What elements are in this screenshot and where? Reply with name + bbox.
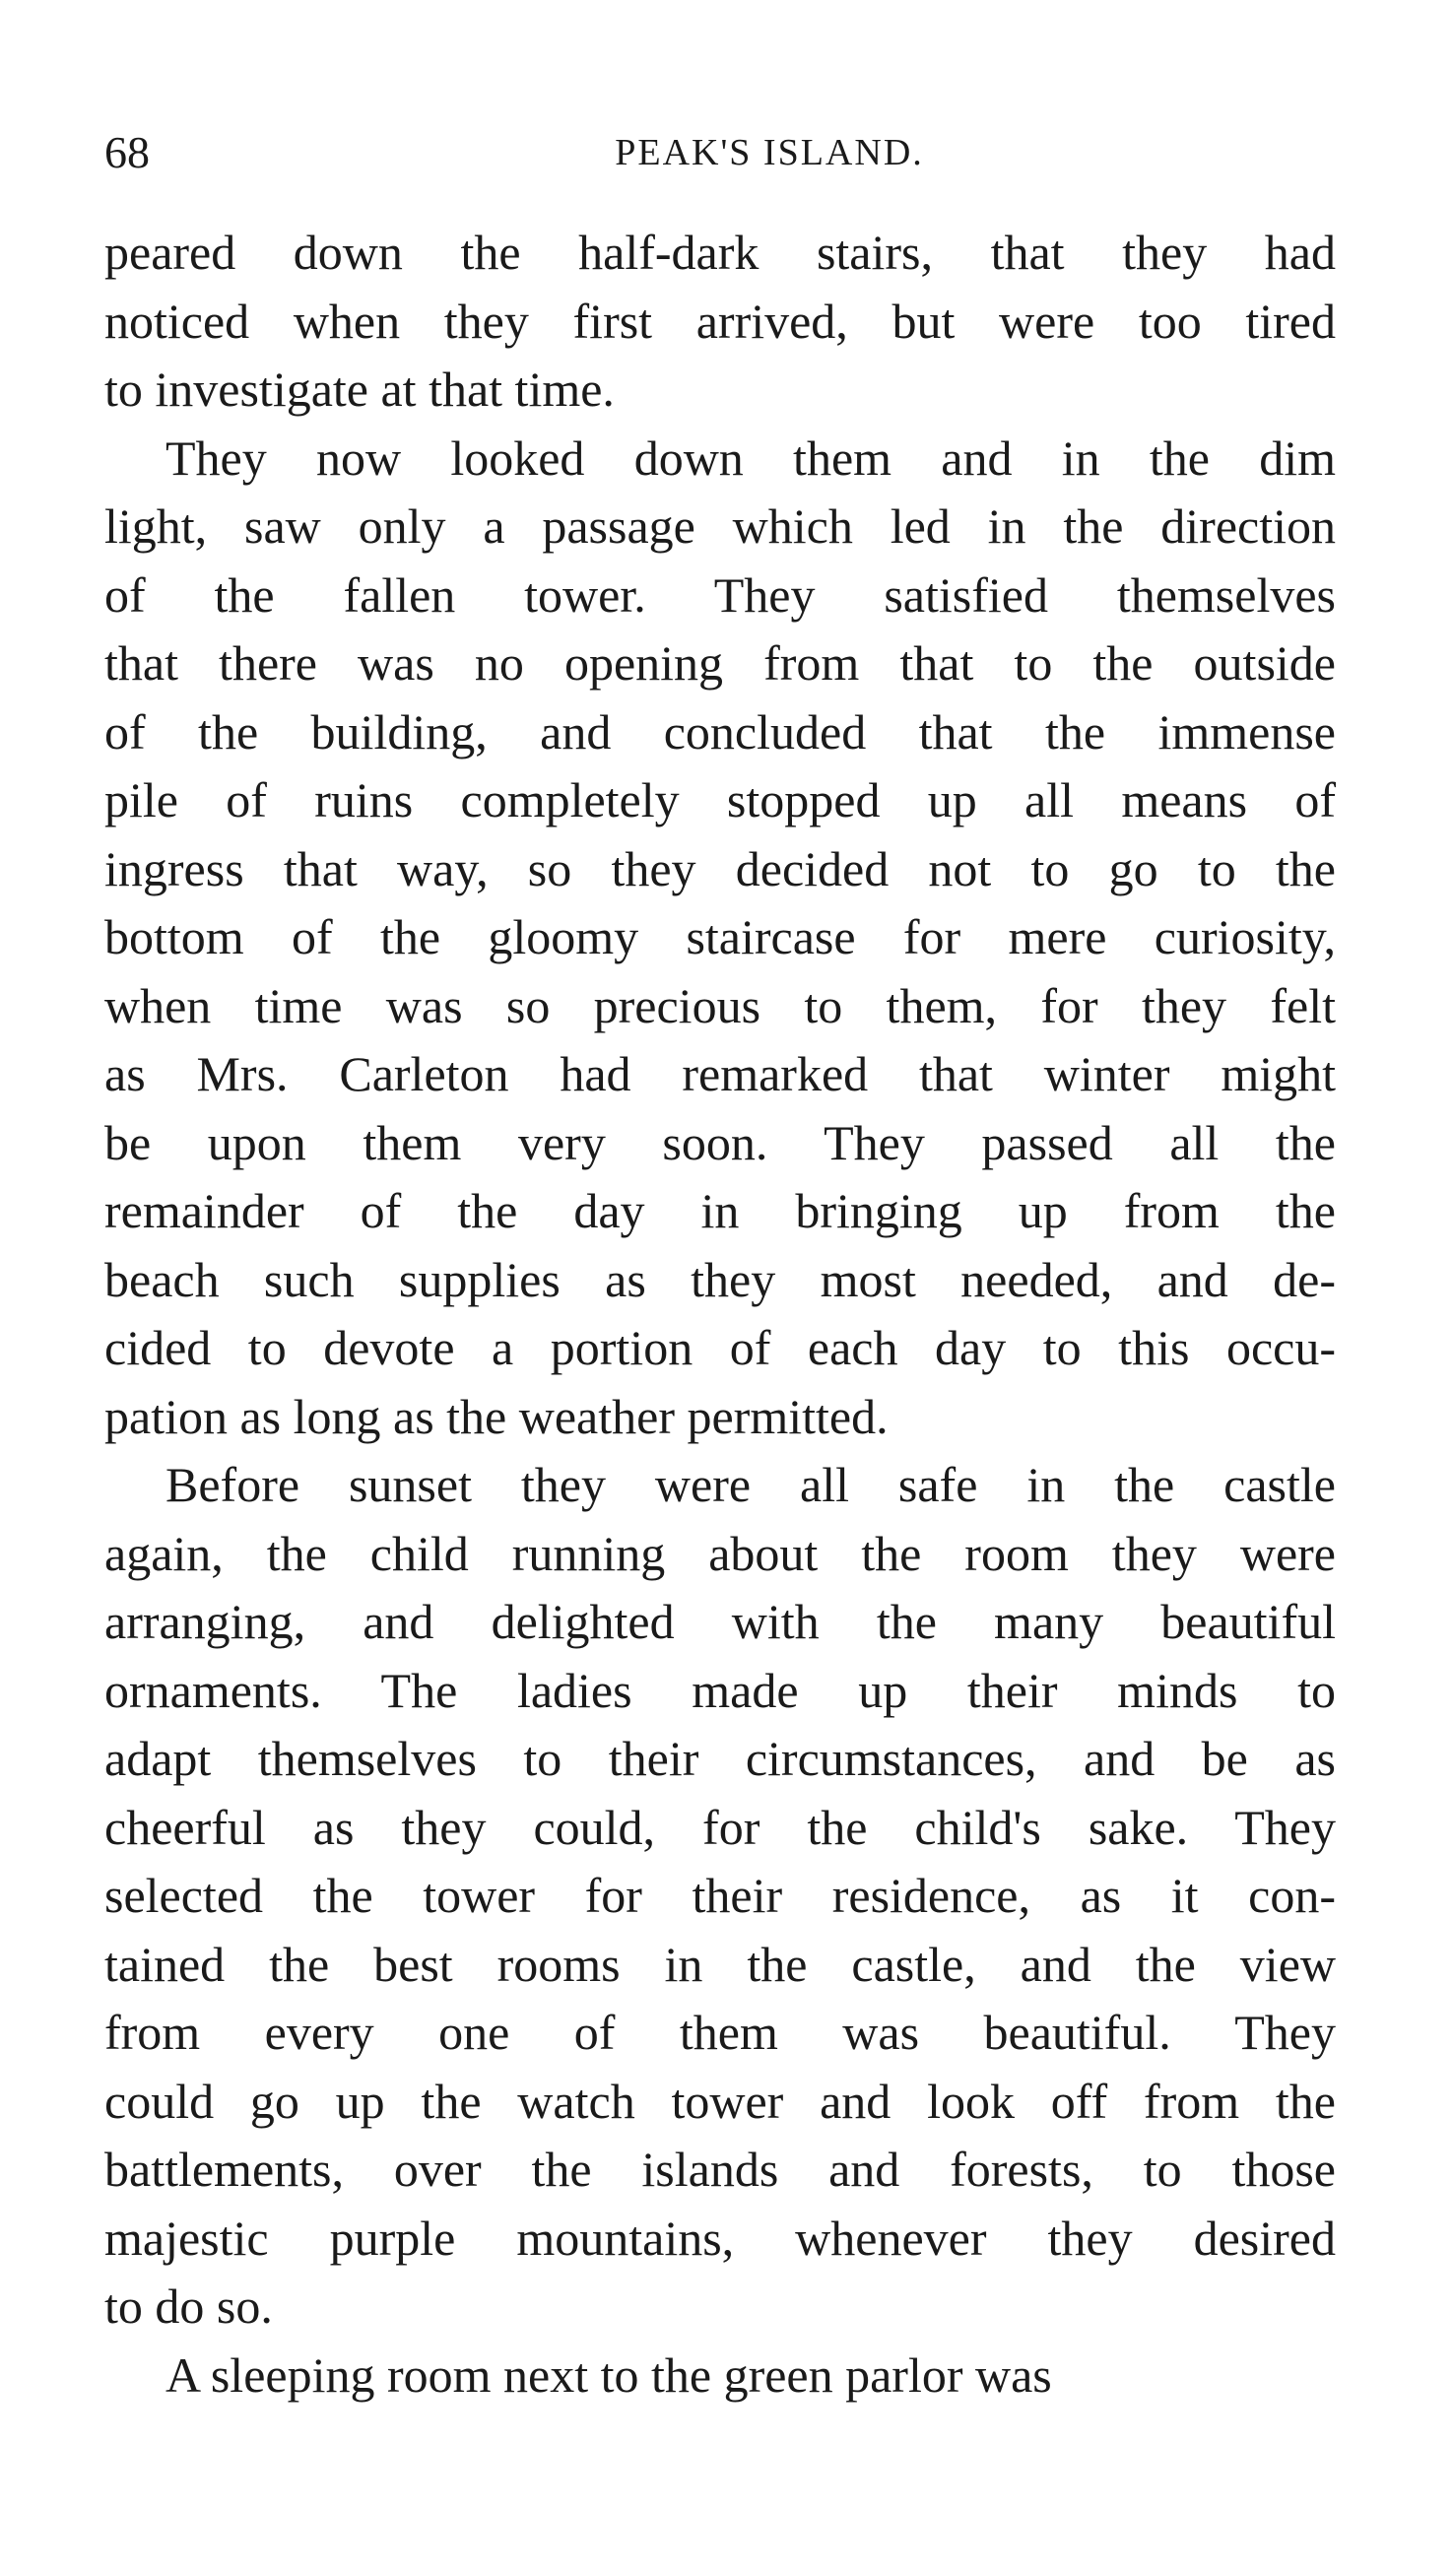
text-line: pile of ruins completely stopped up all means of: [104, 772, 1336, 827]
page-number: 68: [104, 127, 150, 177]
text-line: remainder of the day in bringing up from the: [104, 1183, 1336, 1238]
paragraph: [104, 425, 1336, 1452]
text-line: that there was no opening from that to the outside: [104, 635, 1336, 691]
paragraph: [104, 1451, 1336, 2342]
text-line: cheerful as they could, for the child's sake. They: [104, 1799, 1336, 1855]
text-line: again, the child running about the room they were: [104, 1525, 1336, 1581]
page-header: [104, 118, 1336, 187]
text-line: Before sunset they were all safe in the castle: [165, 1457, 1336, 1512]
text-line: when time was so precious to them, for they felt: [104, 977, 1336, 1033]
paragraph: [104, 2342, 1336, 2411]
text-line: light, saw only a passage which led in the direction: [104, 498, 1336, 554]
text-line: noticed when they first arrived, but were too tired: [104, 293, 1336, 349]
text-line: of the building, and concluded that the immense: [104, 703, 1336, 760]
text-line: adapt themselves to their circumstances, and be as: [104, 1731, 1336, 1786]
text-line: cided to devote a portion of each day to this occu-: [104, 1320, 1336, 1375]
text-line: They now looked down them and in the dim: [165, 429, 1336, 486]
body-text: [104, 219, 1336, 2410]
text-line: majestic purple mountains, whenever they desired: [104, 2210, 1336, 2266]
text-line: be upon them very soon. They passed all the: [104, 1114, 1336, 1170]
text-line: A sleeping room next to the green parlor was: [165, 2346, 1052, 2403]
text-line: tained the best rooms in the castle, and the view: [104, 1936, 1336, 1992]
text-line: to investigate at that time.: [104, 362, 615, 417]
text-line: of the fallen tower. They satisfied themselves: [104, 566, 1336, 623]
text-line: ornaments. The ladies made up their minds to: [104, 1662, 1336, 1718]
text-line: to do so.: [104, 2279, 273, 2334]
text-line: battlements, over the islands and forests, to those: [104, 2142, 1336, 2197]
text-line: as Mrs. Carleton had remarked that winter might: [104, 1046, 1336, 1101]
paragraph: [104, 219, 1336, 425]
text-line: from every one of them was beautiful. They: [104, 2005, 1336, 2060]
text-line: could go up the watch tower and look off from the: [104, 2073, 1336, 2129]
text-line: pation as long as the weather permitted.: [104, 1388, 889, 1444]
text-line: ingress that way, so they decided not to go to the: [104, 840, 1336, 896]
text-line: bottom of the gloomy staircase for mere curiosity,: [104, 909, 1336, 964]
running-title: PEAK'S ISLAND.: [615, 132, 924, 173]
text-line: beach such supplies as they most needed, and de-: [104, 1251, 1336, 1307]
text-line: peared down the half-dark stairs, that they had: [104, 225, 1336, 280]
text-line: selected the tower for their residence, as it con-: [104, 1868, 1336, 1923]
text-line: arranging, and delighted with the many beautiful: [104, 1594, 1336, 1649]
